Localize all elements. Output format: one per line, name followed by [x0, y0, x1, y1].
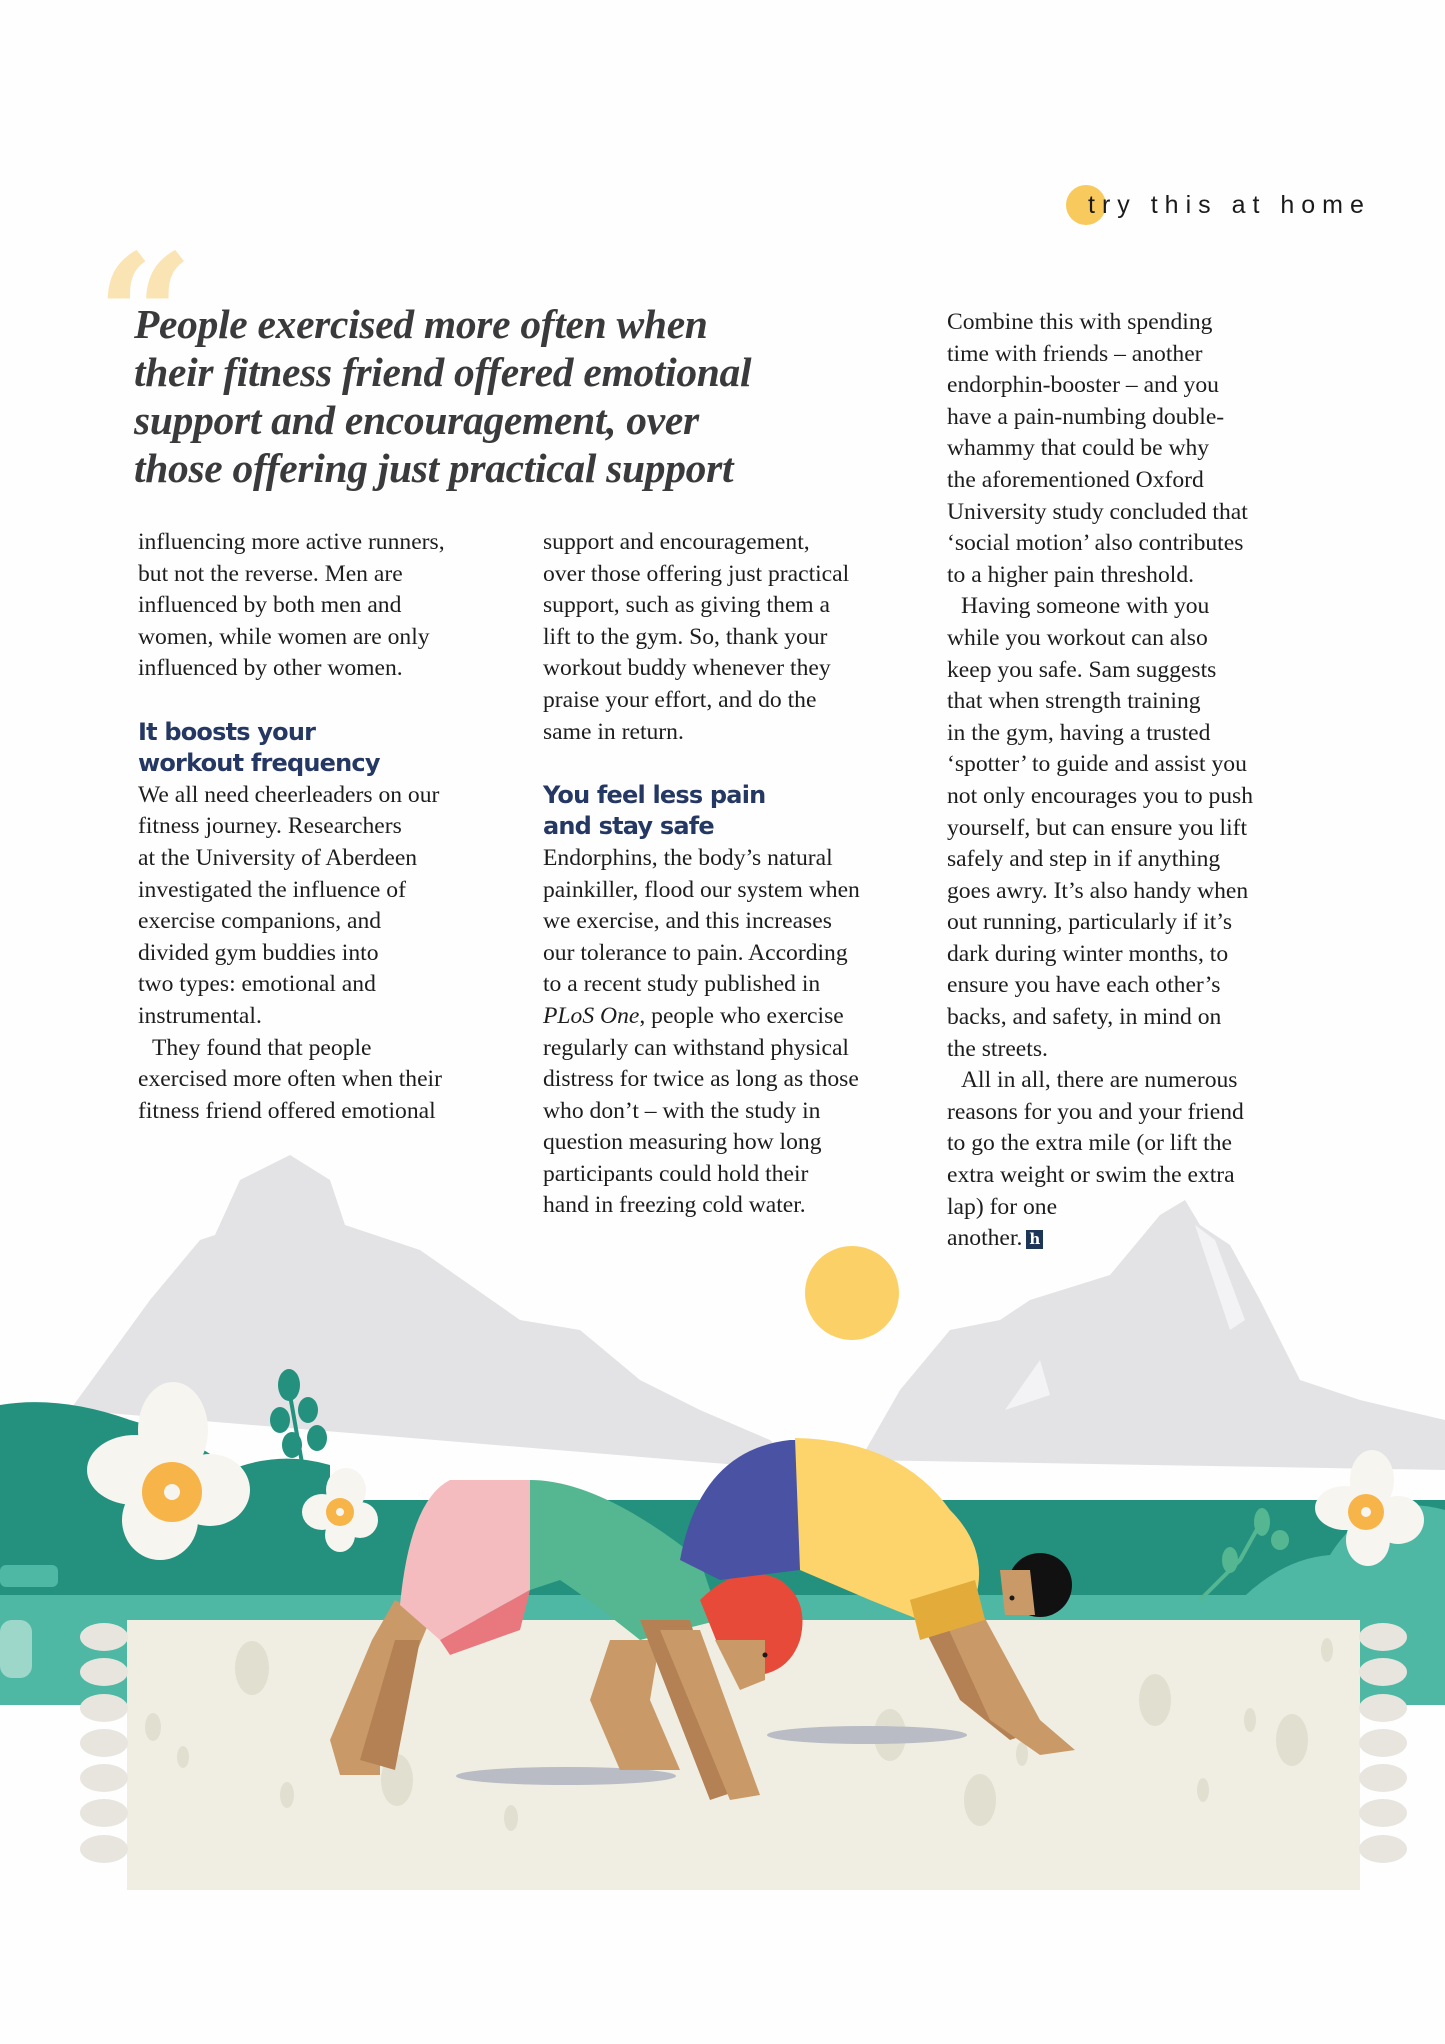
pull-quote-line: support and encouragement, over	[134, 397, 699, 443]
body-line: but not the reverse. Men are	[138, 560, 403, 587]
body-line	[543, 1001, 923, 1033]
body-line: ensure you have each other’s	[947, 972, 1221, 999]
body-line: whammy that could be why	[947, 435, 1210, 462]
body-line: to go the extra mile (or lift the	[947, 1130, 1233, 1157]
body-line: to a recent study published in	[543, 971, 821, 998]
body-line: instrumental.	[138, 1002, 262, 1029]
body-line: support, such as giving them a	[543, 592, 831, 619]
body-line: question measuring how long	[543, 1129, 822, 1156]
body-line: keep you safe. Sam suggests	[947, 656, 1217, 683]
body-line: exercised more often when their	[138, 1066, 442, 1093]
body-line: who don’t – with the study in	[543, 1097, 821, 1124]
subheading: You feel less pain	[543, 780, 766, 809]
mountain-right	[860, 1200, 1445, 1470]
yoga-illustration	[0, 1140, 1445, 1900]
body-line: out running, particularly if it’s	[947, 909, 1233, 936]
body-line: dark during winter months, to	[947, 940, 1229, 967]
body-line: to a higher pain threshold.	[947, 561, 1195, 588]
quote-mark-icon: “	[96, 217, 194, 417]
body-line: Combine this with spending	[947, 309, 1213, 335]
body-line: influenced by other women.	[138, 655, 403, 682]
final-line: another.	[947, 1225, 1023, 1252]
body-line: endorphin-booster – and you	[947, 372, 1219, 399]
body-line: lap) for one	[947, 1193, 1058, 1220]
pull-quote-line: their fitness friend offered emotional	[134, 349, 752, 395]
body-line: the streets.	[947, 1035, 1048, 1062]
body-line: regularly can withstand physical	[543, 1034, 849, 1061]
body-line-rest: , people who exercise	[639, 1002, 844, 1029]
end-of-article-icon: h	[1026, 1230, 1043, 1249]
body-line: influenced by both men and	[138, 592, 402, 619]
body-line: in the gym, having a trusted	[947, 719, 1211, 746]
journal-name: PLoS One	[543, 1002, 640, 1029]
subheading: It boosts your	[138, 717, 316, 746]
body-line: distress for twice as long as those	[543, 1066, 859, 1093]
body-line: University study concluded that	[947, 498, 1248, 525]
body-line: participants could hold their	[543, 1160, 809, 1187]
body-line: at the University of Aberdeen	[138, 844, 418, 871]
body-line: have a pain-numbing double-	[947, 403, 1225, 430]
body-line: ‘spotter’ to guide and assist you	[947, 751, 1247, 778]
shadow	[767, 1726, 967, 1744]
body-line: fitness journey. Researchers	[138, 813, 402, 840]
body-line: the aforementioned Oxford	[947, 466, 1204, 493]
body-line: time with friends – another	[947, 340, 1203, 367]
body-line: extra weight or swim the extra	[947, 1162, 1235, 1189]
pull-quote-line: People exercised more often when	[134, 301, 708, 347]
body-line: Having someone with you	[961, 593, 1210, 620]
body-line: support and encouragement,	[543, 529, 810, 555]
body-line: exercise companions, and	[138, 908, 382, 935]
body-line: praise your effort, and do the	[543, 686, 817, 713]
body-line: divided gym buddies into	[138, 939, 379, 966]
subheading: and stay safe	[543, 812, 714, 841]
body-line: we exercise, and this increases	[543, 908, 832, 935]
pull-quote-line: those offering just practical support	[134, 445, 734, 491]
pull-quote	[134, 300, 834, 492]
body-line: reasons for you and your friend	[947, 1098, 1244, 1125]
body-line: investigated the influence of	[138, 876, 406, 903]
body-line: backs, and safety, in mind on	[947, 1004, 1222, 1031]
body-line: We all need cheerleaders on our	[138, 781, 440, 808]
article-column-3	[947, 307, 1327, 1255]
body-line: influencing more active runners,	[138, 529, 445, 555]
body-line: same in return.	[543, 718, 684, 745]
body-line: women, while women are only	[138, 623, 430, 650]
body-line: yourself, but can ensure you lift	[947, 814, 1248, 841]
body-line: They found that people	[152, 1034, 372, 1061]
body-line: not only encourages you to push	[947, 782, 1254, 809]
article-column-1	[138, 527, 518, 1127]
body-line: two types: emotional and	[138, 971, 376, 998]
body-line: safely and step in if anything	[947, 846, 1221, 873]
body-line: over those offering just practical	[543, 560, 850, 587]
section-tag-label: try this at home	[1088, 190, 1371, 219]
body-line: workout buddy whenever they	[543, 655, 831, 682]
body-line: that when strength training	[947, 688, 1201, 715]
body-line: ‘social motion’ also contributes	[947, 530, 1244, 557]
body-line: Endorphins, the body’s natural	[543, 844, 833, 871]
body-line: All in all, there are numerous	[961, 1067, 1238, 1094]
sun	[805, 1246, 899, 1340]
body-line: goes awry. It’s also handy when	[947, 877, 1249, 904]
article-column-2	[543, 527, 923, 1222]
subheading: workout frequency	[138, 749, 380, 778]
body-line: while you workout can also	[947, 624, 1208, 651]
body-line: fitness friend offered emotional	[138, 1097, 436, 1124]
section-tag	[1066, 183, 1371, 227]
body-line: painkiller, flood our system when	[543, 876, 860, 903]
body-line: lift to the gym. So, thank your	[543, 623, 828, 650]
body-line: our tolerance to pain. According	[543, 939, 848, 966]
body-line: hand in freezing cold water.	[543, 1192, 806, 1219]
